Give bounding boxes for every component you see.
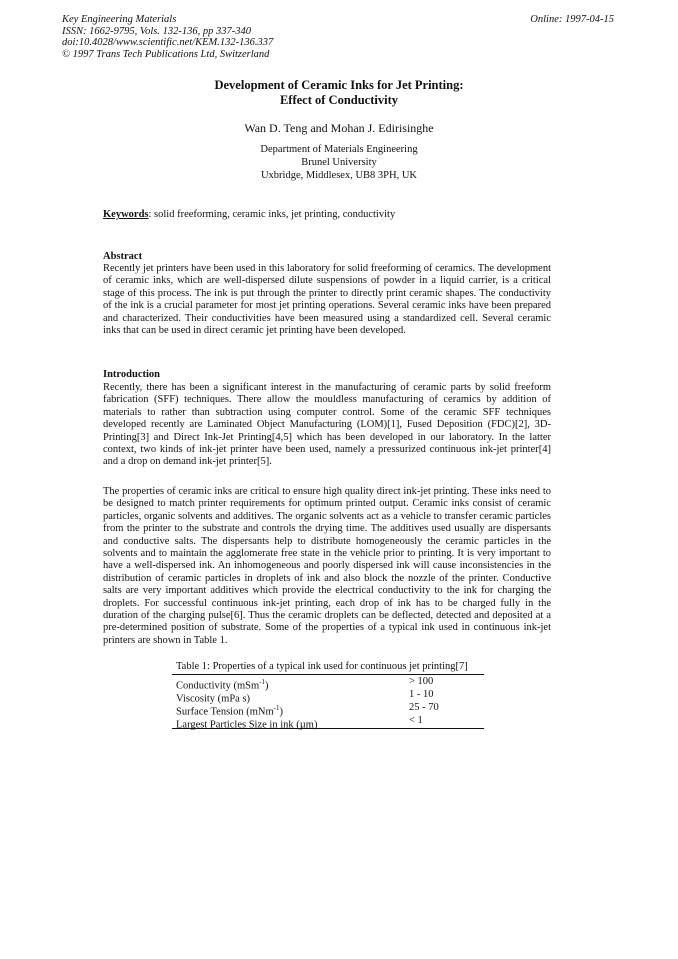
journal-name: Key Engineering Materials (62, 14, 177, 25)
affiliation-address: Uxbridge, Middlesex, UB8 3PH, UK (260, 170, 418, 181)
table-cell-value: 1 - 10 (409, 689, 434, 700)
table-cell-value: > 100 (409, 676, 434, 687)
table-cell-value: < 1 (409, 715, 423, 726)
paper-title (0, 78, 678, 108)
affiliation-department: Department of Materials Engineering (260, 144, 418, 155)
introduction-heading: Introduction (103, 369, 160, 380)
doi-line: doi:10.4028/www.scientific.net/KEM.132-136.337 (62, 37, 274, 48)
issn-line: ISSN: 1662-9795, Vols. 132-136, pp 337-340 (62, 25, 251, 37)
keywords-label: Keywords (103, 209, 149, 220)
abstract-heading: Abstract (103, 251, 143, 262)
journal-header (62, 14, 273, 60)
online-date: Online: 1997-04-15 (530, 14, 614, 25)
abstract-text: Recently jet printers have been used in this laboratory for solid freeforming of ceramics. The development of ceramic inks, which are well-dispersed dilute suspensions of powder in a liquid carrier, is a critical stage of this process. The ink is put through the printer to directly print ceramic shapes. The conductivity of the ink is a crucial parameter for most jet printing operations. Several ceramic inks have been prepared and characterized. Their conductivities have been measured using a standardized cell. Several ceramic inks that can be used in direct ceramic jet printing have been developed. (103, 263, 551, 337)
copyright-line: © 1997 Trans Tech Publications Ltd, Switzerland (62, 48, 270, 60)
introduction-paragraph-2: The properties of ceramic inks are critical to ensure high quality direct ink-jet printing. These inks need to be designed to match printer requirements for optimum printed output. Ceramic inks consist of ceramic particles, organic solvents and additives. The organic solvents act as a vehicle to transfer ceramic particles from the printer to the substrate and controls the drying time. The additives used usually are dispersants and conductive salts. The dispersants help to distribute homogeneously the ceramic particles in the solvents and to maintain the agglomerate free state in the vehicle prior to printing. It is very important to have a well-dispersed ink. An inhomogeneous and poorly dispersed ink will cause inconsistencies in the distribution of ceramic particles in droplets of ink and also block the nozzle of the printer. Conductive salts are very important additives which provide the electrical conductivity to the ink for charging the droplets. For successful continuous ink-jet printing, each drop of ink has to be charged fully in the duration of the charging pulse[6]. Thus the ceramic droplets can be deflected, detected and deposited at a pre-determined position of substrate. Some of the properties of a typical ink used in continuous ink-jet printers are shown in Table 1. (103, 486, 551, 646)
keywords-text: : solid freeforming, ceramic inks, jet printing, conductivity (148, 209, 396, 220)
title-line-2: Effect of Conductivity (279, 93, 399, 107)
table-cell-property: Surface Tension (mNm$^{-1}$) (176, 704, 283, 718)
affiliation-university: Brunel University (301, 157, 377, 168)
table-bottom-rule (172, 728, 484, 729)
table-cell-property: Viscosity (mPa s) (176, 693, 251, 705)
table-top-rule (172, 674, 484, 675)
affiliation (0, 143, 678, 182)
table-cell-value: 25 - 70 (409, 702, 439, 713)
table-caption: Table 1: Properties of a typical ink used for continuous jet printing[7] (176, 661, 468, 672)
title-line-1: Development of Ceramic Inks for Jet Printing: (214, 78, 464, 92)
table-cell-property: Conductivity (mSm$^{-1}$) (176, 678, 269, 692)
introduction-paragraph-1: Recently, there has been a significant interest in the manufacturing of ceramic parts by solid freeform fabrication (SFF) techniques. There allow the mouldless manufacturing of ceramics by addition of materials to rather than subtraction using computer control. Some of the ceramic SFF techniques developed recently are Laminated Object Manufacturing (LOM)[1], Fused Deposition (FDC)[2], 3D-Printing[3] and Direct Ink-Jet Printing[4,5] which has been developed in our laboratory. In the latter context, two kinds of ink-jet printer have been used, namely a pressurized continuous ink-jet printer[4] and a drop on demand ink-jet printer[5]. (103, 382, 551, 468)
authors: Wan D. Teng and Mohan J. Edirisinghe (244, 121, 434, 135)
table-cell-property: Largest Particles Size in ink (µm) (176, 719, 318, 731)
keywords (103, 209, 395, 220)
